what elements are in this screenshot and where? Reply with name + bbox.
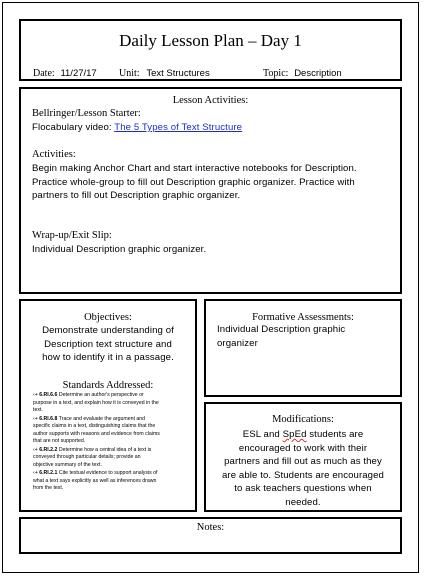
standard-code: 6.RI.2.1 <box>39 470 58 476</box>
topic-field <box>263 68 342 79</box>
modifications-text <box>206 428 400 510</box>
unit-label: Unit: <box>119 68 140 79</box>
bellringer-line <box>32 121 242 135</box>
spelling-marked-word: SpEd <box>282 429 307 440</box>
modifications-line: to ask teachers questions when <box>234 483 372 495</box>
wrapup-label: Wrap-up/Exit Slip: <box>32 230 112 241</box>
standard-item: ‹+ 6.RI.2.1 Cite textual evidence to support analysis of what a text says explicitly as well as inferences drawn from the text. <box>33 470 158 491</box>
unit-value: Text Structures <box>146 68 210 79</box>
standard-text: Determine an author's perspective or purpose in a text, and explain how it is conveyed in the text. <box>33 392 159 413</box>
notes-heading: Notes: <box>196 522 225 533</box>
lesson-activities-box <box>19 87 402 294</box>
activities-line: partners to fill out Description graphic organizer. <box>32 190 241 202</box>
standard-text: Trace and evaluate the argument and specific claims in a text, distinguishing claims that the author supports with reasons and evidence from claims that are not supported. <box>33 415 160 444</box>
wrapup-text: Individual Description graphic organizer. <box>32 244 207 255</box>
page-title: Daily Lesson Plan – Day 1 <box>119 31 302 50</box>
header-box <box>19 19 402 81</box>
activities-label: Activities: <box>32 149 76 160</box>
objectives-heading: Objectives: <box>84 312 132 323</box>
modifications-heading: Modifications: <box>272 414 334 425</box>
formative-line: organizer <box>217 337 258 349</box>
activities-line: Begin making Anchor Chart and start interactive notebooks for Description. <box>32 163 357 174</box>
modifications-box <box>204 402 402 512</box>
formative-line: Individual Description graphic <box>217 324 346 335</box>
standard-item: ‹+ 6.RI.6.6 Determine an author's perspective or purpose in a text, and explain how it is conveyed in the text. <box>33 392 159 413</box>
modifications-line: partners and fill out as much as they <box>224 456 382 468</box>
bellringer-label: Bellringer/Lesson Starter: <box>32 108 141 119</box>
modifications-post: students are <box>306 429 364 440</box>
topic-label: Topic: <box>263 68 289 79</box>
standard-code: 6.RI.6.6 <box>39 392 58 398</box>
objectives-box <box>19 299 197 512</box>
date-label: Date: <box>33 68 55 79</box>
modifications-line: are able to. Students are encouraged <box>221 469 384 481</box>
objective-line: how to identify it in a passage. <box>42 352 174 364</box>
standard-code: 6.RI.2.2 <box>39 446 58 453</box>
formative-assessments-box <box>204 299 402 397</box>
video-link[interactable]: The 5 Types of Text Structure <box>114 122 243 133</box>
topic-value: Description <box>294 68 342 79</box>
modifications-line <box>206 428 400 442</box>
lesson-activities-heading: Lesson Activities: <box>172 95 249 106</box>
date-field <box>33 68 97 79</box>
date-value: 11/27/17 <box>60 68 97 79</box>
standard-text: Determine how a central idea of a text is conveyed through particular details; provide an objective summary of the text. <box>33 446 152 468</box>
standards-heading: Standards Addressed: <box>62 380 154 391</box>
unit-field <box>119 68 210 79</box>
modifications-line: needed. <box>285 496 321 508</box>
notes-box <box>19 517 402 554</box>
activities-line: Practice whole-group to fill out Description graphic organizer. Practice with <box>32 176 355 188</box>
modifications-pre: ESL and <box>242 429 283 440</box>
standard-text: Cite textual evidence to support analysis of what a text says explicitly as well as inferences drawn from the text. <box>33 470 158 491</box>
formative-text <box>217 323 345 350</box>
objective-line: Demonstrate understanding of <box>42 325 174 336</box>
objective-line: Description text structure and <box>44 338 172 350</box>
objectives-text <box>21 324 195 365</box>
bellringer-prefix: Flocabulary video: <box>32 122 115 133</box>
modifications-line: encouraged to work with their <box>238 442 368 454</box>
standard-code: 6.RI.6.8 <box>39 415 58 422</box>
standard-item: ‹+ 6.RI.2.2 Determine how a central idea of a text is conveyed through particular details; provide an objective summary of the text. <box>33 446 152 468</box>
standards-list <box>33 392 161 493</box>
activities-text <box>32 162 357 203</box>
standard-item: ‹+ 6.RI.6.8 Trace and evaluate the argument and specific claims in a text, distinguishing claims that the author supports with reasons and evidence from claims that are not supported. <box>33 415 160 444</box>
formative-heading: Formative Assessments: <box>252 312 354 323</box>
